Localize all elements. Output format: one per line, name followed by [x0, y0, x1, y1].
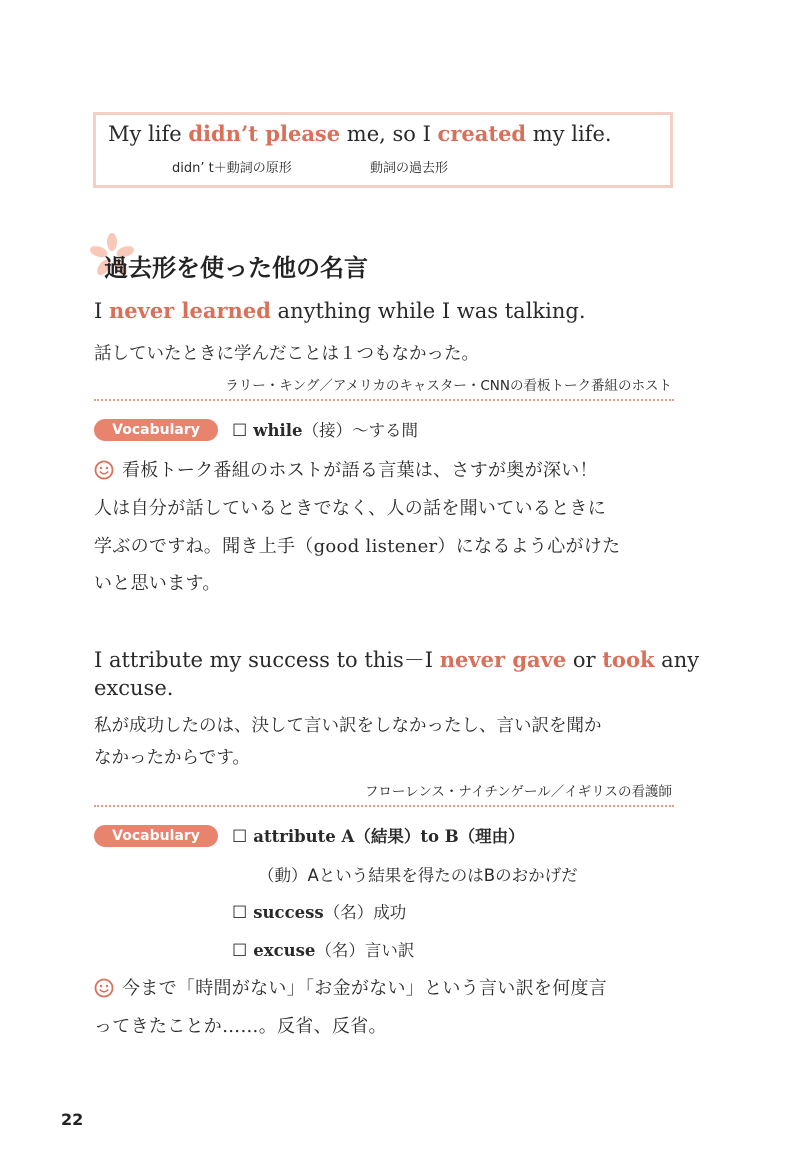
grammar-note-left: didn’ t＋動詞の原形 — [172, 161, 292, 176]
vocab-meaning: （名）言い訳 — [315, 941, 415, 960]
quote-part: anything while I was talking. — [270, 299, 586, 323]
highlight-never-gave: never gave — [439, 647, 567, 672]
quote2-author: フローレンス・ナイチンゲール／イギリスの看護師 — [364, 784, 672, 800]
quote-part: any — [654, 648, 700, 672]
page-number: 22 — [61, 1110, 84, 1129]
checkbox-icon[interactable]: ☐ — [232, 421, 248, 441]
vocab-word: success — [253, 903, 324, 922]
vocab-word: excuse — [253, 941, 316, 960]
quote-part: I attribute my success to this－I — [94, 648, 440, 672]
vocab-meaning-attribute: （動）Aという結果を得たのはBのおかげだ — [258, 866, 578, 885]
quote2-japanese-line2: なかったからです。 — [94, 748, 250, 768]
vocab-meaning: （接）～する間 — [302, 421, 418, 440]
smiley-icon — [94, 460, 114, 480]
dotted-divider — [94, 805, 674, 807]
vocab-word: while — [253, 421, 303, 440]
quote-part: I — [94, 299, 109, 323]
comment-line: 学ぶのですね。聞き上手（good listener）になるよう心がけた — [94, 536, 621, 557]
section-heading: 過去形を使った他の名言 — [104, 254, 368, 282]
sentence-part: my life. — [526, 122, 612, 146]
vocabulary-label: Vocabulary — [94, 419, 218, 441]
highlight-created: created — [437, 121, 527, 146]
vocabulary-label: Vocabulary — [94, 825, 218, 847]
checkbox-icon[interactable]: ☐ — [232, 903, 248, 923]
sentence-part: My life — [108, 122, 189, 146]
quote-part: or — [566, 648, 603, 672]
vocab-item-while — [232, 417, 418, 441]
example-sentence — [108, 121, 612, 146]
comment-line: いと思います。 — [94, 573, 221, 594]
vocab-item-excuse — [232, 937, 414, 961]
comment-line: ってきたことか……。反省、反省。 — [94, 1016, 387, 1037]
highlight-didnt-please: didn’t please — [188, 121, 341, 146]
comment-line: 人は自分が話しているときでなく、人の話を聞いているときに — [94, 498, 607, 519]
quote1-japanese: 話していたときに学んだことは１つもなかった。 — [94, 344, 479, 364]
smiley-icon — [94, 978, 114, 998]
quote2-english-line2: excuse. — [94, 676, 174, 700]
grammar-note-right: 動詞の過去形 — [370, 161, 449, 176]
quote1-author: ラリー・キング／アメリカのキャスター・CNNの看板トーク番組のホスト — [225, 378, 672, 394]
dotted-divider — [94, 399, 674, 401]
highlight-took: took — [602, 647, 655, 672]
comment-line: 今まで「時間がない」「お金がない」という言い訳を何度言 — [122, 978, 608, 999]
vocab-item-success — [232, 899, 406, 923]
quote2-english-line1 — [94, 644, 699, 674]
quote1-english — [94, 298, 586, 323]
checkbox-icon[interactable]: ☐ — [232, 827, 248, 847]
comment-line: 看板トーク番組のホストが語る言葉は、さすが奥が深い！ — [122, 460, 598, 481]
vocab-meaning: （名）成功 — [323, 903, 407, 922]
highlight-never-learned: never learned — [108, 298, 271, 323]
quote2-japanese-line1: 私が成功したのは、決して言い訳をしなかったし、言い訳を聞か — [94, 716, 602, 736]
vocab-word: attribute A（結果）to B（理由） — [253, 827, 525, 846]
checkbox-icon[interactable]: ☐ — [232, 941, 248, 961]
sentence-part: me, so I — [340, 122, 438, 146]
vocab-item-attribute — [232, 823, 525, 847]
